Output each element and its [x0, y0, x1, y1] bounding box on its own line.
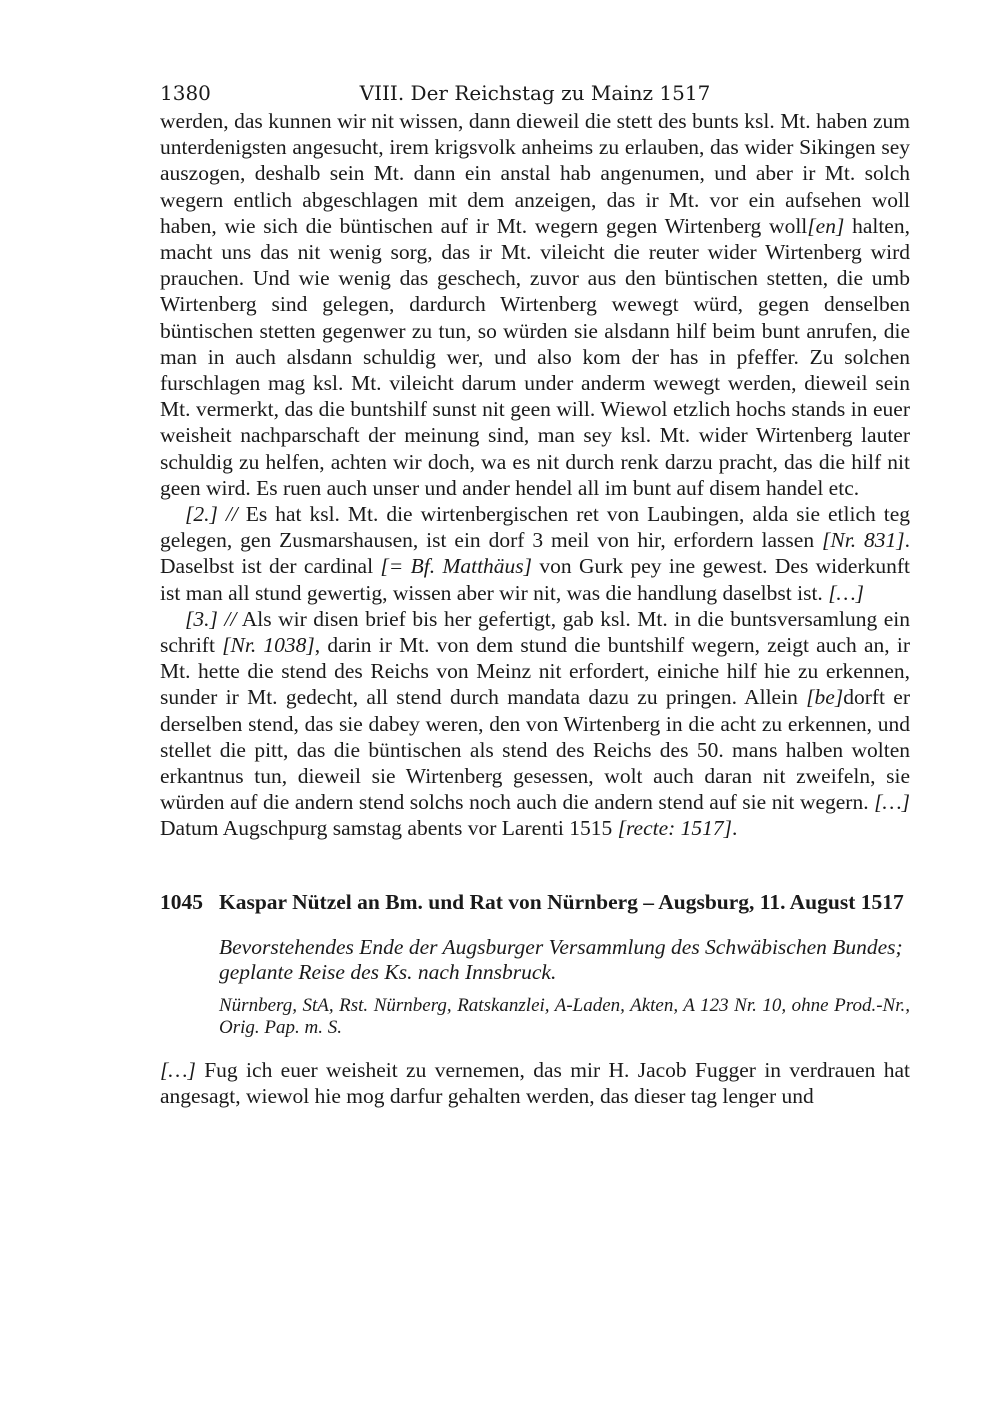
editorial-reference: [Nr. 831]	[822, 528, 905, 553]
document-page	[160, 78, 910, 1109]
document-text	[160, 1057, 910, 1109]
text-run: , darin ir Mt. von dem stund die buntshilf wegern, zeigt auch an, ir Mt. hette die stend des Reichs von Meinz nit erfordert, einiche hilf hie zu erkennen, sunder ir Mt. gedecht, all stend durch mandata dazu zu pringen. Allein	[160, 633, 910, 710]
document-paragraph	[160, 1057, 910, 1109]
paragraph-3	[160, 606, 910, 842]
text-run: Datum Augschpurg samstag abents vor Larenti 1515	[160, 816, 618, 841]
document-source: Nürnberg, StA, Rst. Nürnberg, Ratskanzlei, A-Laden, Akten, A 123 Nr. 10, ohne Prod.-Nr., Orig. Pap. m. S.	[219, 994, 910, 1038]
running-title: VIII. Der Reichstag zu Mainz 1517	[359, 81, 711, 105]
editorial-reference: [Nr. 1038]	[222, 633, 315, 658]
document-heading	[160, 890, 910, 915]
page-number: 1380	[160, 81, 211, 105]
text-run: Es hat ksl. Mt. die wirtenbergischen ret von Laubingen, alda sie etlich teg gelegen, gen Zusmarshausen, ist ein dorf 3 meil von hir, erfordern lassen	[160, 502, 910, 553]
text-run: werden, das kunnen wir nit wissen, dann dieweil die stett des bunts ksl. Mt. haben zum unterdenigsten angesucht, irem krigsvolk anheims zu erlauben, das wider Sikingen sey auszogen, deshalb sein Mt. dann ein anstal hab angenumen, und aber ir Mt. solch wegern entlich abgeschlagen mit dem anzeigen, das ir Mt. vor ein aufsehen woll haben, wie sich die büntischen auf ir Mt. wegern gegen Wirtenberg woll	[160, 109, 910, 238]
text-run: Fug ich euer weisheit zu vernemen, das mir H. Jacob Fugger in verdrauen hat angesagt, wiewol hie mog darfur gehalten werden, das dieser tag lenger und	[160, 1057, 910, 1108]
editorial-insertion: [en]	[807, 213, 845, 238]
main-text	[160, 108, 910, 842]
editorial-note: [= Bf. Matthäus]	[380, 554, 533, 579]
editorial-insertion: [be]	[806, 685, 844, 710]
running-head	[160, 78, 910, 108]
document-regest: Bevorstehendes Ende der Augsburger Versammlung des Schwäbischen Bundes; geplante Reise des Ks. nach Innsbruck.	[219, 934, 903, 984]
section-marker: [2.] //	[185, 502, 238, 527]
paragraph-1	[160, 108, 910, 501]
omission-marker: […]	[160, 1057, 196, 1082]
document-title: Kaspar Nützel an Bm. und Rat von Nürnberg – Augsburg, 11. August 1517	[219, 889, 904, 914]
text-run: halten, macht uns das nit wenig sorg, das ir Mt. vileicht die reuter wider Wirtenberg wird prauchen. Und wie wenig das geschech, zuvor aus den büntischen stetten, die umb Wirtenberg sind gelegen, dardurch Wirtenberg wewegt würd, gegen denselben büntischen stetten gegenwer zu tun, so würden sie alsdann hilf beim bunt anrufen, die man in auch alsdann schuldig wer, und also kom der has in pfeffer. Zu solchen furschlagen mag ksl. Mt. vileicht darum under anderm wewegt werden, dieweil sein Mt. vermerkt, das die buntshilf sunst nit geen will. Wiewol etzlich hochs stands in euer weisheit nachparschaft der meinung sind, man sey ksl. Mt. wider Wirtenberg lauter schuldig zu helfen, achten wir doch, wa es nit durch renk darzu pracht, das die hilf nit geen wird. Es ruen auch unser und ander hendel all im bunt auf disem handel etc.	[160, 213, 910, 500]
section-marker: [3.] //	[185, 606, 237, 631]
editorial-correction: [recte: 1517]	[617, 816, 733, 841]
text-run: von Gurk pey ine gewest. Des widerkunft ist man all stund gewertig, wissen aber wir nit, was die handlung daselbst ist.	[160, 554, 910, 605]
text-run: Als wir disen brief bis her gefertigt, gab ksl. Mt. in die buntsversamlung ein schrift	[160, 606, 910, 658]
paragraph-2	[160, 501, 910, 606]
document-number: 1045	[160, 889, 203, 914]
text-run: dorft er derselben stend, das sie dabey weren, den von Wirtenberg in die acht zu erkennen, und stellet die pitt, das die büntischen als stend des Reichs des 50. mans halben wolten erkantnus tun, dieweil sie Wirtenberg gesessen, wolt auch daran nit zweifeln, sie würden auf die andern stend solchs noch auch die andern stend auf sie nit wegern.	[160, 685, 911, 815]
text-run: .	[732, 816, 738, 841]
omission-marker: […]	[828, 580, 865, 605]
omission-marker: […]	[874, 790, 910, 815]
text-run: . Daselbst ist der cardinal	[160, 528, 910, 579]
